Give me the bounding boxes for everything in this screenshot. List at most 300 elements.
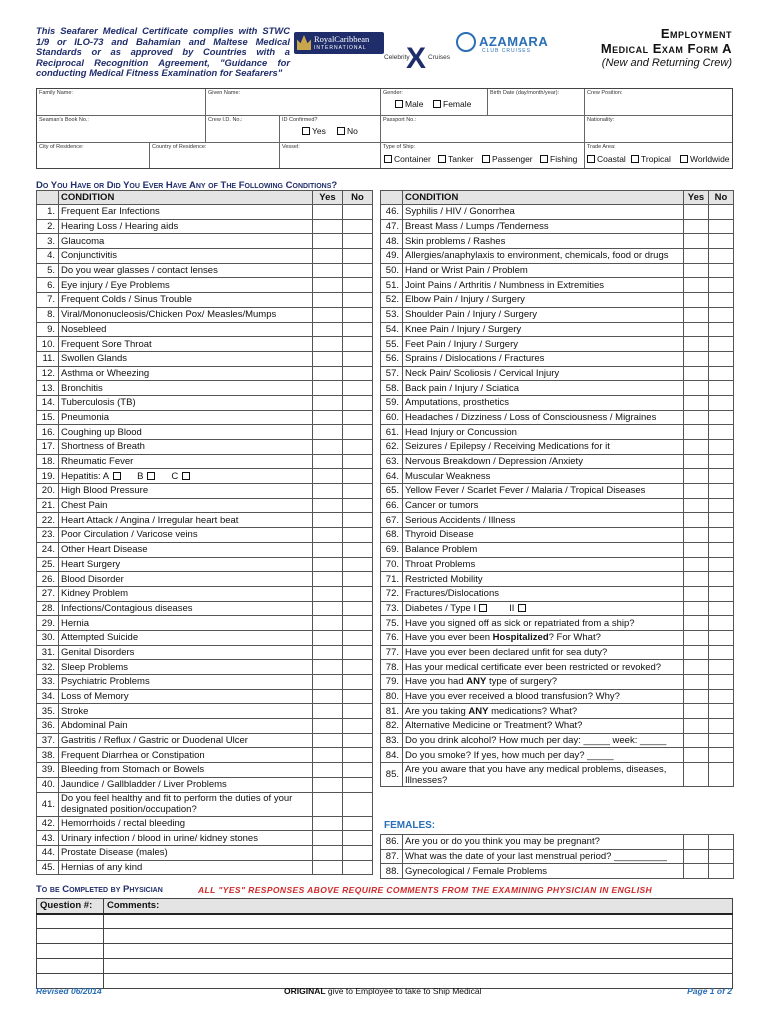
- no-checkbox-cell[interactable]: [343, 337, 373, 352]
- females-heading: FEMALES:: [384, 820, 436, 831]
- yes-checkbox-cell[interactable]: [313, 307, 343, 322]
- crew-id-field[interactable]: [206, 116, 280, 143]
- no-checkbox-cell[interactable]: [343, 513, 373, 528]
- condition-number: 71.: [381, 572, 403, 587]
- condition-text: [403, 366, 684, 381]
- no-checkbox-cell[interactable]: [709, 263, 734, 278]
- question-number-cell[interactable]: [37, 929, 104, 944]
- no-checkbox-cell[interactable]: [709, 440, 734, 455]
- condition-row: [381, 249, 734, 264]
- yes-checkbox-cell[interactable]: [684, 763, 709, 787]
- checkbox-icon[interactable]: [337, 127, 345, 135]
- condition-text: [403, 630, 684, 645]
- yes-checkbox-cell[interactable]: [684, 440, 709, 455]
- condition-text: [59, 513, 313, 528]
- city-field[interactable]: [37, 143, 150, 168]
- yes-checkbox-cell[interactable]: [313, 322, 343, 337]
- condition-row: [381, 219, 734, 234]
- condition-label: Have you ever been declared unfit for sea duty?: [405, 646, 608, 658]
- no-checkbox-cell[interactable]: [343, 616, 373, 631]
- hepatitis-c-checkbox[interactable]: [182, 472, 190, 480]
- yes-checkbox-cell[interactable]: [313, 219, 343, 234]
- comments-header-label: Comments:: [104, 899, 733, 914]
- no-checkbox-cell[interactable]: [709, 660, 734, 675]
- condition-number: 69.: [381, 542, 403, 557]
- yes-checkbox-cell[interactable]: [684, 307, 709, 322]
- no-checkbox-cell[interactable]: [709, 219, 734, 234]
- condition-row: [381, 278, 734, 293]
- no-checkbox-cell[interactable]: [343, 278, 373, 293]
- yes-checkbox-cell[interactable]: [684, 719, 709, 734]
- ship-type-fishing-option[interactable]: [540, 154, 577, 164]
- condition-label: Fractures/Dislocations: [405, 588, 499, 600]
- yes-checkbox-cell[interactable]: [313, 860, 343, 875]
- condition-number: 70.: [381, 557, 403, 572]
- no-checkbox-cell[interactable]: [343, 719, 373, 734]
- yes-checkbox-cell[interactable]: [684, 337, 709, 352]
- passport-field[interactable]: [381, 116, 585, 143]
- yes-checkbox-cell[interactable]: [684, 864, 709, 879]
- condition-row: [37, 234, 373, 249]
- condition-text: [403, 454, 684, 469]
- ship-type-container-option[interactable]: [384, 154, 431, 164]
- condition-text: [403, 733, 684, 748]
- no-checkbox-cell[interactable]: [709, 249, 734, 264]
- no-checkbox-cell[interactable]: [709, 498, 734, 513]
- ship-type-label: Type of Ship:: [383, 144, 416, 150]
- yes-checkbox-cell[interactable]: [684, 601, 709, 616]
- no-checkbox-cell[interactable]: [343, 410, 373, 425]
- condition-number: 72.: [381, 586, 403, 601]
- yes-checkbox-cell[interactable]: [684, 381, 709, 396]
- no-checkbox-cell[interactable]: [343, 249, 373, 264]
- yes-checkbox-cell[interactable]: [684, 542, 709, 557]
- condition-label: What was the date of your last menstrual period? __________: [405, 851, 667, 863]
- yes-checkbox-cell[interactable]: [313, 484, 343, 499]
- no-checkbox-cell[interactable]: [709, 849, 734, 864]
- condition-label: Coughing up Blood: [61, 426, 142, 438]
- yes-checkbox-cell[interactable]: [313, 337, 343, 352]
- no-checkbox-cell[interactable]: [343, 498, 373, 513]
- yes-checkbox-cell[interactable]: [313, 704, 343, 719]
- checkbox-icon[interactable]: [302, 127, 310, 135]
- comment-row: [37, 914, 733, 929]
- yes-checkbox-cell[interactable]: [313, 572, 343, 587]
- ship-type-tanker-option[interactable]: [438, 154, 474, 164]
- page-number: Page 1 of 2: [687, 986, 732, 996]
- condition-row: [381, 704, 734, 719]
- yes-checkbox-cell[interactable]: [684, 249, 709, 264]
- condition-number: 81.: [381, 704, 403, 719]
- no-checkbox-cell[interactable]: [343, 860, 373, 875]
- no-checkbox-cell[interactable]: [709, 454, 734, 469]
- yes-checkbox-cell[interactable]: [684, 704, 709, 719]
- condition-row: [37, 660, 373, 675]
- no-checkbox-cell[interactable]: [343, 704, 373, 719]
- no-checkbox-cell[interactable]: [709, 366, 734, 381]
- yes-checkbox-cell[interactable]: [313, 205, 343, 220]
- condition-number: 9.: [37, 322, 59, 337]
- yes-checkbox-cell[interactable]: [684, 557, 709, 572]
- condition-row: [381, 689, 734, 704]
- no-checkbox-cell[interactable]: [709, 395, 734, 410]
- condition-number: 3.: [37, 234, 59, 249]
- no-checkbox-cell[interactable]: [343, 630, 373, 645]
- no-checkbox-cell[interactable]: [709, 484, 734, 499]
- seamans-book-field[interactable]: [37, 116, 206, 143]
- condition-number: 36.: [37, 719, 59, 734]
- no-checkbox-cell[interactable]: [709, 322, 734, 337]
- condition-text: [59, 469, 313, 484]
- no-checkbox-cell[interactable]: [343, 777, 373, 792]
- condition-text: [403, 513, 684, 528]
- checkbox-icon[interactable]: [438, 155, 446, 163]
- gender-field: [381, 89, 488, 116]
- condition-row: [37, 601, 373, 616]
- no-checkbox-cell[interactable]: [709, 630, 734, 645]
- no-checkbox-cell[interactable]: [343, 263, 373, 278]
- condition-row: [381, 425, 734, 440]
- yes-checkbox-cell[interactable]: [684, 616, 709, 631]
- condition-row: [37, 425, 373, 440]
- family-name-field[interactable]: [37, 89, 206, 116]
- comment-cell[interactable]: [104, 914, 733, 929]
- checkbox-icon[interactable]: [587, 155, 595, 163]
- header-yes: Yes: [684, 191, 709, 205]
- yes-checkbox-cell[interactable]: [684, 660, 709, 675]
- yes-checkbox-cell[interactable]: [684, 689, 709, 704]
- crew-position-field[interactable]: [585, 89, 732, 116]
- country-field[interactable]: [150, 143, 280, 168]
- no-checkbox-cell[interactable]: [709, 572, 734, 587]
- no-checkbox-cell[interactable]: [343, 845, 373, 860]
- no-checkbox-cell[interactable]: [343, 733, 373, 748]
- no-checkbox-cell[interactable]: [709, 351, 734, 366]
- yes-checkbox-cell[interactable]: [313, 557, 343, 572]
- no-checkbox-cell[interactable]: [709, 557, 734, 572]
- condition-number: 5.: [37, 263, 59, 278]
- condition-row: [381, 410, 734, 425]
- no-checkbox-cell[interactable]: [709, 704, 734, 719]
- condition-text: [403, 395, 684, 410]
- header-blank: [381, 191, 403, 205]
- trade-area-coastal-option[interactable]: [587, 154, 626, 164]
- yes-checkbox-cell[interactable]: [313, 513, 343, 528]
- no-checkbox-cell[interactable]: [709, 835, 734, 850]
- checkbox-icon[interactable]: [482, 155, 490, 163]
- yes-checkbox-cell[interactable]: [684, 528, 709, 543]
- condition-label: Alternative Medicine or Treatment? What?: [405, 720, 583, 732]
- trade-area-worldwide-option[interactable]: [680, 154, 730, 164]
- question-number-cell[interactable]: [37, 959, 104, 974]
- yes-checkbox-cell[interactable]: [313, 660, 343, 675]
- question-number-cell[interactable]: [37, 944, 104, 959]
- no-checkbox-cell[interactable]: [709, 689, 734, 704]
- yes-checkbox-cell[interactable]: [313, 528, 343, 543]
- passenger-label: Passenger: [492, 154, 533, 164]
- yes-checkbox-cell[interactable]: [684, 513, 709, 528]
- no-checkbox-cell[interactable]: [343, 528, 373, 543]
- yes-checkbox-cell[interactable]: [684, 849, 709, 864]
- condition-text: [403, 645, 684, 660]
- condition-number: 41.: [37, 792, 59, 816]
- yes-checkbox-cell[interactable]: [684, 322, 709, 337]
- condition-label: Poor Circulation / Varicose veins: [61, 529, 198, 541]
- condition-label: Restricted Mobility: [405, 573, 483, 585]
- no-checkbox-cell[interactable]: [343, 675, 373, 690]
- yes-checkbox-cell[interactable]: [313, 733, 343, 748]
- diabetes-type1-checkbox[interactable]: [479, 604, 487, 612]
- female-conditions-table: [380, 834, 734, 879]
- condition-text: [403, 528, 684, 543]
- yes-checkbox-cell[interactable]: [313, 816, 343, 831]
- no-checkbox-cell[interactable]: [343, 542, 373, 557]
- yes-checkbox-cell[interactable]: [313, 454, 343, 469]
- checkbox-icon[interactable]: [540, 155, 548, 163]
- no-checkbox-cell[interactable]: [709, 234, 734, 249]
- yes-checkbox-cell[interactable]: [684, 366, 709, 381]
- yes-checkbox-cell[interactable]: [313, 366, 343, 381]
- no-checkbox-cell[interactable]: [343, 234, 373, 249]
- condition-label: Hemorrhoids / rectal bleeding: [61, 817, 186, 829]
- no-checkbox-cell[interactable]: [709, 513, 734, 528]
- condition-text: [59, 572, 313, 587]
- question-number-cell[interactable]: [37, 914, 104, 929]
- condition-number: 34.: [37, 689, 59, 704]
- yes-checkbox-cell[interactable]: [684, 630, 709, 645]
- no-checkbox-cell[interactable]: [343, 395, 373, 410]
- no-checkbox-cell[interactable]: [709, 763, 734, 787]
- yes-checkbox-cell[interactable]: [313, 616, 343, 631]
- no-checkbox-cell[interactable]: [709, 748, 734, 763]
- yes-checkbox-cell[interactable]: [684, 645, 709, 660]
- no-checkbox-cell[interactable]: [709, 205, 734, 220]
- header-yes: Yes: [313, 191, 343, 205]
- yes-checkbox-cell[interactable]: [684, 498, 709, 513]
- no-checkbox-cell[interactable]: [343, 645, 373, 660]
- conditions-table-right: [380, 190, 734, 787]
- comment-cell[interactable]: [104, 959, 733, 974]
- no-checkbox-cell[interactable]: [709, 293, 734, 308]
- no-checkbox-cell[interactable]: [343, 816, 373, 831]
- no-checkbox-cell[interactable]: [343, 689, 373, 704]
- no-checkbox-cell[interactable]: [343, 440, 373, 455]
- yes-checkbox-cell[interactable]: [684, 293, 709, 308]
- birth-date-field[interactable]: [488, 89, 585, 116]
- no-checkbox-cell[interactable]: [343, 572, 373, 587]
- no-checkbox-cell[interactable]: [709, 528, 734, 543]
- no-checkbox-cell[interactable]: [709, 381, 734, 396]
- yes-checkbox-cell[interactable]: [313, 293, 343, 308]
- yes-checkbox-cell[interactable]: [313, 351, 343, 366]
- condition-label: Bleeding from Stomach or Bowels: [61, 764, 205, 776]
- yes-checkbox-cell[interactable]: [313, 410, 343, 425]
- condition-label: Muscular Weakness: [405, 470, 491, 482]
- hepatitis-a-checkbox[interactable]: [113, 472, 121, 480]
- yes-checkbox-cell[interactable]: [313, 498, 343, 513]
- diabetes-type2-checkbox[interactable]: [518, 604, 526, 612]
- yes-checkbox-cell[interactable]: [313, 425, 343, 440]
- yes-checkbox-cell[interactable]: [313, 601, 343, 616]
- no-checkbox-cell[interactable]: [709, 278, 734, 293]
- yes-checkbox-cell[interactable]: [313, 675, 343, 690]
- yes-checkbox-cell[interactable]: [684, 219, 709, 234]
- no-checkbox-cell[interactable]: [709, 719, 734, 734]
- yes-checkbox-cell[interactable]: [684, 425, 709, 440]
- no-checkbox-cell[interactable]: [343, 601, 373, 616]
- no-checkbox-cell[interactable]: [343, 381, 373, 396]
- yes-checkbox-cell[interactable]: [684, 351, 709, 366]
- no-checkbox-cell[interactable]: [343, 205, 373, 220]
- yes-checkbox-cell[interactable]: [313, 263, 343, 278]
- yes-checkbox-cell[interactable]: [684, 484, 709, 499]
- condition-number: 86.: [381, 835, 403, 850]
- condition-label: Jaundice / Gallbladder / Liver Problems: [61, 779, 227, 791]
- id-confirmed-yes-option[interactable]: [302, 126, 326, 136]
- yes-checkbox-cell[interactable]: [313, 645, 343, 660]
- yes-checkbox-cell[interactable]: [313, 249, 343, 264]
- yes-checkbox-cell[interactable]: [684, 395, 709, 410]
- condition-text: [59, 205, 313, 220]
- yes-checkbox-cell[interactable]: [313, 792, 343, 816]
- comment-cell[interactable]: [104, 944, 733, 959]
- checkbox-icon[interactable]: [631, 155, 639, 163]
- condition-number: 61.: [381, 425, 403, 440]
- yes-checkbox-cell[interactable]: [313, 278, 343, 293]
- no-checkbox-cell[interactable]: [709, 864, 734, 879]
- gender-male-option[interactable]: [395, 99, 423, 109]
- no-checkbox-cell[interactable]: [709, 586, 734, 601]
- no-checkbox-cell[interactable]: [343, 484, 373, 499]
- condition-label-bold: ANY: [466, 676, 487, 688]
- yes-checkbox-cell[interactable]: [313, 381, 343, 396]
- no-checkbox-cell[interactable]: [343, 586, 373, 601]
- condition-text: [403, 469, 684, 484]
- no-checkbox-cell[interactable]: [343, 557, 373, 572]
- yes-checkbox-cell[interactable]: [684, 675, 709, 690]
- yes-checkbox-cell[interactable]: [313, 777, 343, 792]
- yes-checkbox-cell[interactable]: [684, 410, 709, 425]
- yes-checkbox-cell[interactable]: [313, 845, 343, 860]
- yes-checkbox-cell[interactable]: [684, 263, 709, 278]
- yes-checkbox-cell[interactable]: [684, 278, 709, 293]
- checkbox-icon[interactable]: [680, 155, 688, 163]
- yes-checkbox-cell[interactable]: [313, 234, 343, 249]
- condition-label: Back pain / Injury / Sciatica: [405, 382, 520, 394]
- no-checkbox-cell[interactable]: [709, 337, 734, 352]
- yes-checkbox-cell[interactable]: [313, 748, 343, 763]
- azamara-logo-subtext: CLUB CRUISES: [482, 48, 531, 54]
- condition-row: [37, 322, 373, 337]
- given-name-field[interactable]: [206, 89, 381, 116]
- yes-checkbox-cell[interactable]: [313, 440, 343, 455]
- yes-checkbox-cell[interactable]: [684, 572, 709, 587]
- no-checkbox-cell[interactable]: [709, 645, 734, 660]
- no-checkbox-cell[interactable]: [343, 366, 373, 381]
- yes-checkbox-cell[interactable]: [684, 835, 709, 850]
- no-checkbox-cell[interactable]: [343, 792, 373, 816]
- condition-label: Joint Pains / Arthritis / Numbness in Extremities: [405, 279, 605, 291]
- yes-checkbox-cell[interactable]: [684, 234, 709, 249]
- vessel-field[interactable]: [280, 143, 381, 168]
- gender-female-option[interactable]: [433, 99, 471, 109]
- yes-checkbox-cell[interactable]: [684, 469, 709, 484]
- yes-checkbox-cell[interactable]: [684, 733, 709, 748]
- yes-checkbox-cell[interactable]: [313, 763, 343, 778]
- yes-checkbox-cell[interactable]: [313, 831, 343, 846]
- yes-checkbox-cell[interactable]: [684, 205, 709, 220]
- yes-checkbox-cell[interactable]: [313, 719, 343, 734]
- yes-checkbox-cell[interactable]: [684, 586, 709, 601]
- no-checkbox-cell[interactable]: [709, 542, 734, 557]
- no-checkbox-cell[interactable]: [709, 733, 734, 748]
- azamara-logo: [456, 32, 549, 56]
- no-checkbox-cell[interactable]: [343, 351, 373, 366]
- condition-label: Hand or Wrist Pain / Problem: [405, 265, 528, 277]
- checkbox-icon[interactable]: [384, 155, 392, 163]
- condition-label: Glaucoma: [61, 235, 105, 247]
- yes-checkbox-cell[interactable]: [313, 395, 343, 410]
- id-confirmed-no-option[interactable]: [337, 126, 358, 136]
- no-checkbox-cell[interactable]: [343, 322, 373, 337]
- no-checkbox-cell[interactable]: [343, 660, 373, 675]
- no-checkbox-cell[interactable]: [343, 425, 373, 440]
- checkbox-icon[interactable]: [433, 100, 441, 108]
- no-checkbox-cell[interactable]: [343, 763, 373, 778]
- checkbox-icon[interactable]: [395, 100, 403, 108]
- condition-number: 38.: [37, 748, 59, 763]
- condition-row: [381, 616, 734, 631]
- yes-checkbox-cell[interactable]: [313, 630, 343, 645]
- yes-checkbox-cell[interactable]: [313, 542, 343, 557]
- no-checkbox-cell[interactable]: [709, 410, 734, 425]
- yes-checkbox-cell[interactable]: [313, 689, 343, 704]
- no-checkbox-cell[interactable]: [343, 219, 373, 234]
- no-checkbox-cell[interactable]: [709, 469, 734, 484]
- yes-checkbox-cell[interactable]: [313, 586, 343, 601]
- condition-number: 50.: [381, 263, 403, 278]
- no-checkbox-cell[interactable]: [709, 307, 734, 322]
- ship-type-passenger-option[interactable]: [482, 154, 533, 164]
- condition-number: 48.: [381, 234, 403, 249]
- condition-text: [59, 440, 313, 455]
- no-checkbox-cell[interactable]: [343, 307, 373, 322]
- condition-number: 22.: [37, 513, 59, 528]
- yes-checkbox-cell[interactable]: [313, 469, 343, 484]
- no-checkbox-cell[interactable]: [709, 675, 734, 690]
- hepatitis-b-checkbox[interactable]: [147, 472, 155, 480]
- no-checkbox-cell[interactable]: [343, 831, 373, 846]
- diabetes-type2-label: II: [509, 602, 515, 614]
- nationality-field[interactable]: [585, 116, 732, 143]
- condition-number: 1.: [37, 205, 59, 220]
- no-checkbox-cell[interactable]: [343, 454, 373, 469]
- condition-number: 83.: [381, 733, 403, 748]
- comment-cell[interactable]: [104, 929, 733, 944]
- trade-area-tropical-option[interactable]: [631, 154, 671, 164]
- no-checkbox-cell[interactable]: [709, 601, 734, 616]
- celebrity-logo-text: Celebrity: [384, 54, 410, 61]
- no-checkbox-cell[interactable]: [709, 616, 734, 631]
- condition-row: [37, 719, 373, 734]
- yes-checkbox-cell[interactable]: [684, 454, 709, 469]
- yes-checkbox-cell[interactable]: [684, 748, 709, 763]
- no-checkbox-cell[interactable]: [343, 469, 373, 484]
- no-checkbox-cell[interactable]: [709, 425, 734, 440]
- no-checkbox-cell[interactable]: [343, 748, 373, 763]
- condition-number: 60.: [381, 410, 403, 425]
- no-checkbox-cell[interactable]: [343, 293, 373, 308]
